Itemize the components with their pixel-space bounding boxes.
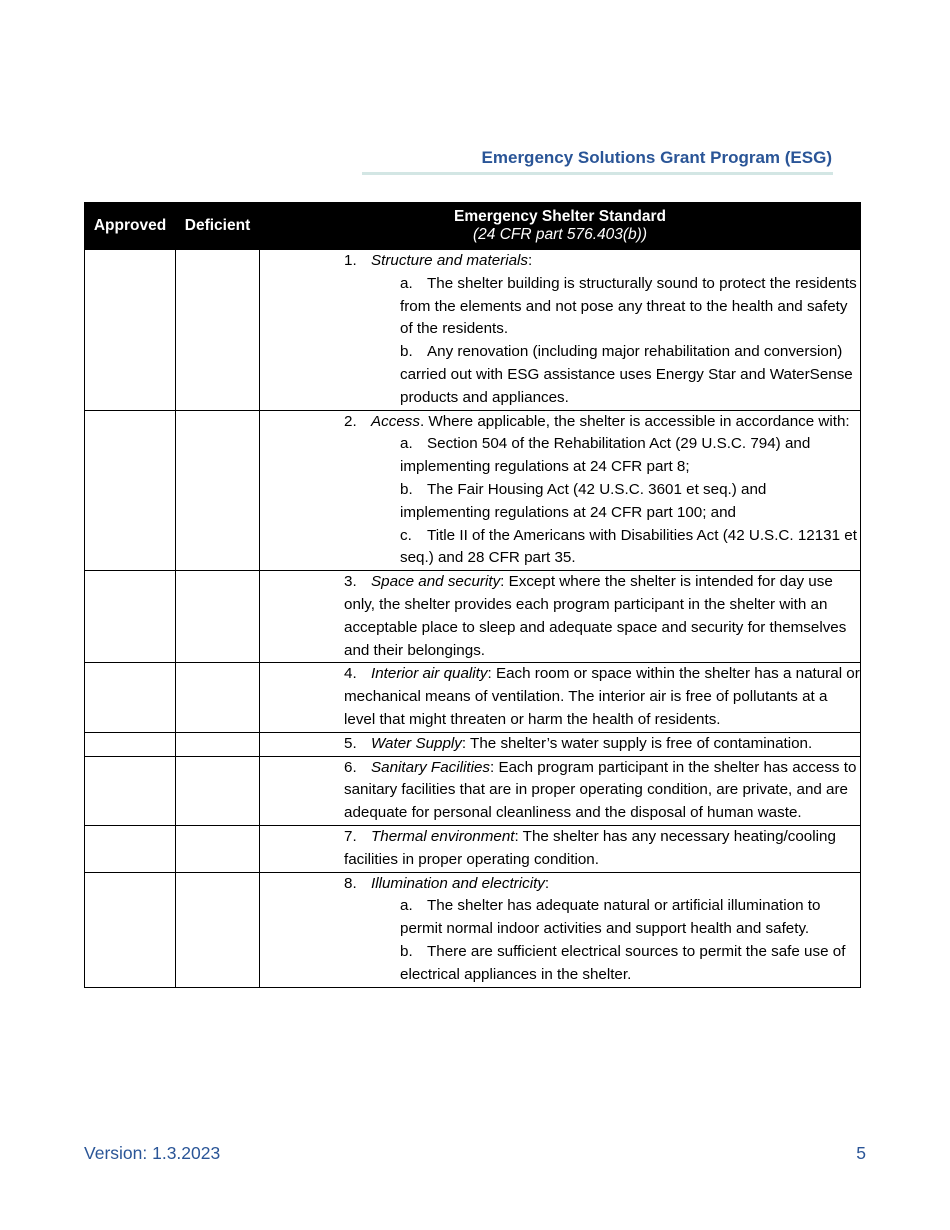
item-term: Interior air quality [371, 665, 488, 683]
header-divider [362, 172, 833, 175]
table-row [85, 732, 861, 756]
footer-page-number: 5 [856, 1143, 866, 1163]
sub-item-list [400, 433, 860, 570]
approved-cell[interactable] [85, 410, 176, 571]
table-row [85, 756, 861, 825]
table-row [85, 250, 861, 411]
sub-item-text: There are sufficient electrical sources to permit the safe use of electrical appliances in the shelter. [400, 942, 846, 983]
table-row [85, 663, 861, 732]
item-number: 1. [344, 252, 357, 269]
standard-cell [260, 571, 861, 663]
item-term: Space and security [371, 573, 501, 591]
item-term: Illumination and electricity [371, 874, 545, 892]
deficient-cell[interactable] [176, 663, 260, 732]
item-term: Thermal environment [371, 827, 515, 845]
item-number: 5. [344, 734, 357, 752]
standard-item [344, 826, 860, 872]
standard-item [344, 663, 860, 731]
table-row [85, 872, 861, 987]
sub-item [400, 341, 860, 409]
item-text: : Each room or space within the shelter has a natural or mechanical means of ventilation. The interior air is free of pollutants at a level that might threaten or harm the health of residents. [344, 665, 860, 728]
sub-item-text: Section 504 of the Rehabilitation Act (29 U.S.C. 794) and implementing regulations at 24 CFR part 8; [400, 435, 811, 476]
standard-column-header [260, 202, 861, 250]
standard-item [344, 757, 860, 825]
sub-item-list [400, 273, 860, 410]
sub-item-letter: a. [400, 274, 413, 292]
table-row [85, 410, 861, 571]
table-row [85, 825, 861, 872]
item-number: 2. [344, 412, 357, 430]
deficient-cell[interactable] [176, 732, 260, 756]
sub-item [400, 273, 860, 341]
deficient-cell[interactable] [176, 825, 260, 872]
item-text: : Each program participant in the shelter has access to sanitary facilities that are in proper operating condition, are private, and are adequate for personal cleanliness and the disposal of human waste. [344, 758, 857, 822]
item-number: 6. [344, 758, 357, 776]
approved-cell[interactable] [85, 663, 176, 732]
item-number: 8. [344, 874, 357, 892]
sub-item-list [400, 895, 860, 986]
footer-version: Version: 1.3.2023 [84, 1143, 221, 1163]
document-header-title: Emergency Solutions Grant Program (ESG) [481, 148, 832, 167]
standard-item [344, 571, 860, 662]
sub-item-text: The shelter building is structurally sound to protect the residents from the elements and not pose any threat to the health and safety of the residents. [400, 274, 857, 338]
sub-item [400, 479, 860, 525]
deficient-cell[interactable] [176, 410, 260, 571]
standard-item [344, 411, 860, 434]
deficient-cell[interactable] [176, 756, 260, 825]
standard-item [344, 250, 860, 273]
standard-item [344, 733, 860, 756]
sub-item [400, 433, 860, 479]
approved-cell[interactable] [85, 825, 176, 872]
sub-item [400, 525, 860, 571]
standard-column-subtitle: (24 CFR part 576.403(b)) [472, 225, 648, 243]
standard-cell [260, 663, 861, 732]
item-term: Water Supply [371, 734, 462, 752]
sub-item [400, 895, 860, 941]
approved-cell[interactable] [85, 732, 176, 756]
item-text: . Where applicable, the shelter is accessible in accordance with: [419, 412, 850, 430]
approved-cell[interactable] [85, 872, 176, 987]
deficient-cell[interactable] [176, 250, 260, 411]
sub-item-letter: b. [400, 480, 413, 498]
sub-item-letter: a. [400, 435, 413, 453]
approved-cell[interactable] [85, 756, 176, 825]
standard-cell [260, 825, 861, 872]
approved-column-header: Approved [85, 202, 176, 250]
sub-item-letter: b. [400, 343, 413, 361]
sub-item-text: The Fair Housing Act (42 U.S.C. 3601 et seq.) and implementing regulations at 24 CFR part 100; and [400, 480, 767, 521]
item-number: 3. [344, 573, 357, 591]
item-number: 4. [344, 665, 357, 683]
approved-cell[interactable] [85, 250, 176, 411]
sub-item-text: The shelter has adequate natural or artificial illumination to permit normal indoor activities and support health and safety. [400, 897, 821, 938]
table-row [85, 571, 861, 663]
item-text: : [528, 252, 533, 269]
item-text: : [544, 874, 550, 892]
standard-cell [260, 756, 861, 825]
item-term: Sanitary Facilities [371, 758, 491, 776]
item-text: : The shelter has any necessary heating/cooling facilities in proper operating condition. [344, 827, 836, 868]
approved-cell[interactable] [85, 571, 176, 663]
item-text: : The shelter’s water supply is free of contamination. [461, 734, 813, 752]
shelter-standards-table [84, 202, 861, 988]
standard-column-title: Emergency Shelter Standard [454, 207, 666, 225]
sub-item [400, 941, 860, 987]
deficient-column-header: Deficient [176, 202, 260, 250]
table-body [85, 250, 861, 988]
sub-item-text: Any renovation (including major rehabilitation and conversion) carried out with ESG assistance uses Energy Star and WaterSense products and appliances. [400, 343, 853, 406]
deficient-cell[interactable] [176, 872, 260, 987]
table-header-row [85, 202, 861, 250]
deficient-cell[interactable] [176, 571, 260, 663]
item-number: 7. [344, 827, 357, 845]
item-text: : Except where the shelter is intended for day use only, the shelter provides each program participant in the shelter with an acceptable place to sleep and adequate space and security for themselves and their belongings. [344, 573, 847, 659]
standard-item [344, 873, 860, 896]
sub-item-letter: a. [400, 897, 413, 915]
sub-item-text: Title II of the Americans with Disabilities Act (42 U.S.C. 12131 et seq.) and 28 CFR part 35. [400, 526, 857, 567]
standard-cell [260, 732, 861, 756]
standard-cell [260, 250, 861, 411]
item-term: Access [371, 412, 420, 430]
item-term: Structure and materials [371, 252, 529, 269]
sub-item-letter: b. [400, 942, 413, 960]
standard-cell [260, 410, 861, 571]
sub-item-letter: c. [400, 526, 412, 544]
standard-cell [260, 872, 861, 987]
